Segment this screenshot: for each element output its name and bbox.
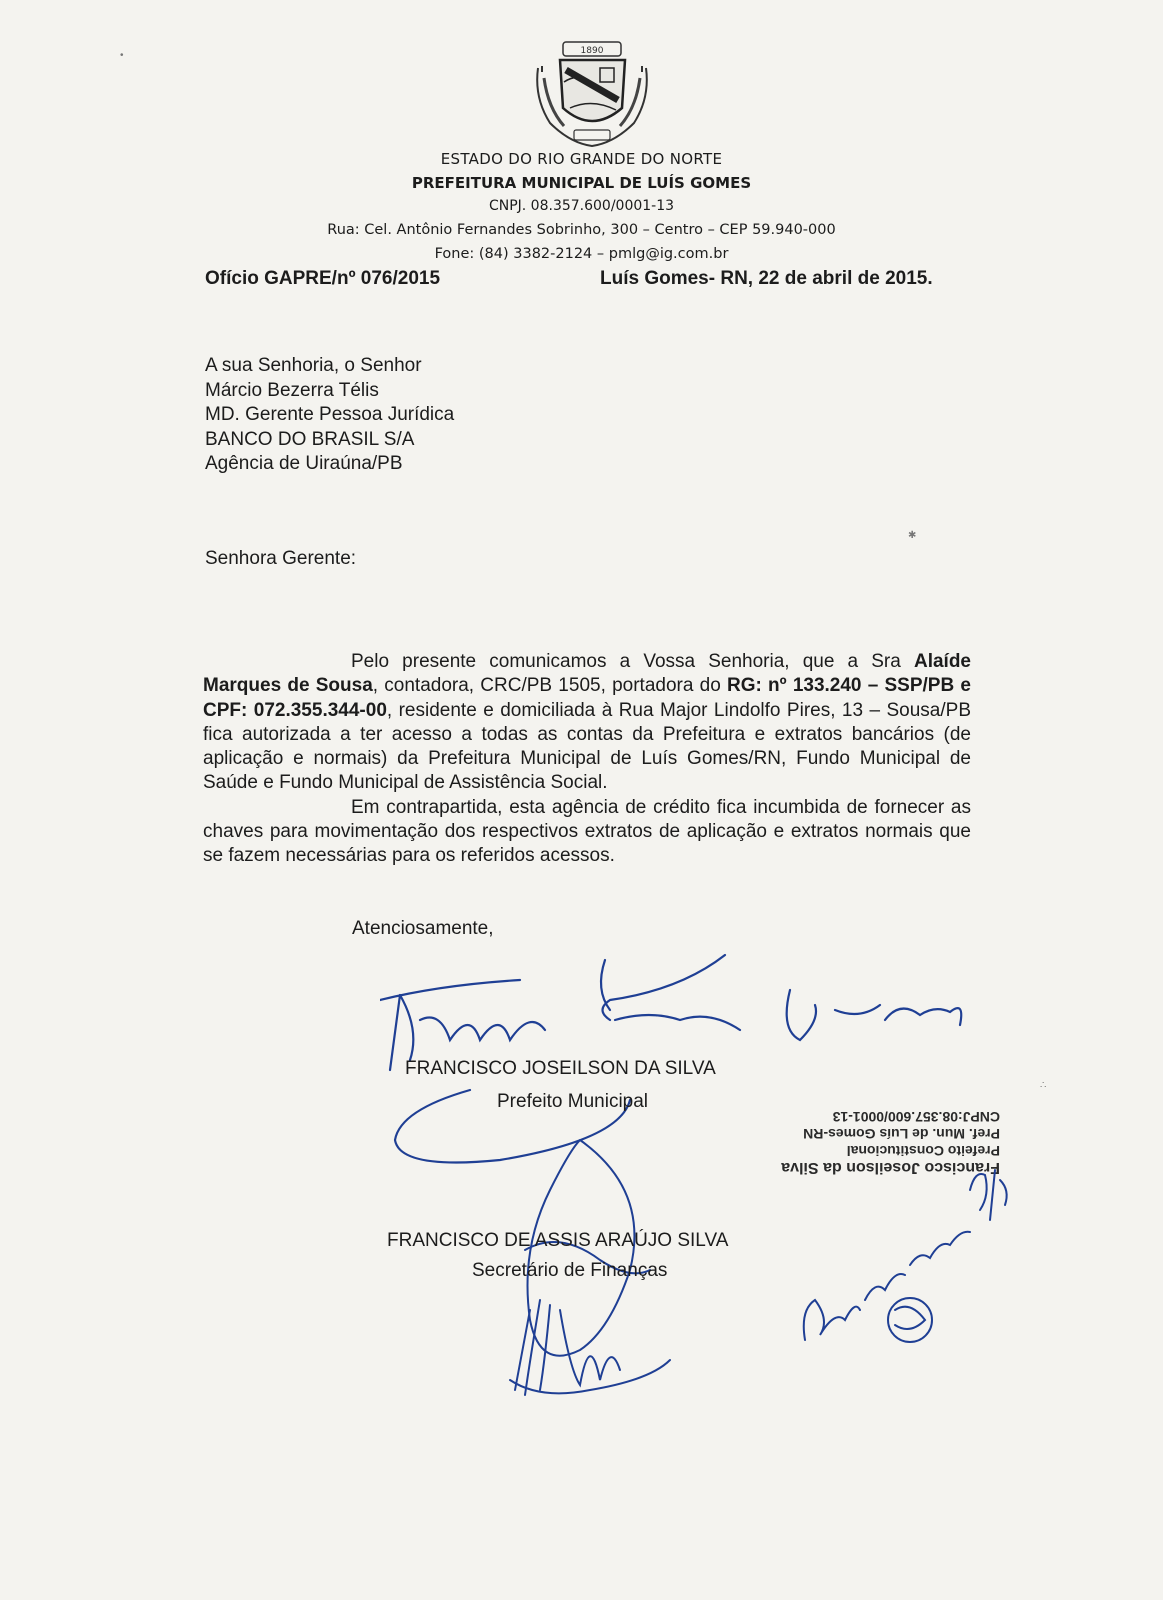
- recipient-line: MD. Gerente Pessoa Jurídica: [205, 404, 455, 425]
- header-cnpj: CNPJ. 08.357.600/0001-13: [488, 198, 675, 214]
- scan-speck: ∴: [1040, 1080, 1047, 1091]
- signatory2-name: FRANCISCO DE ASSIS ARAÚJO SILVA: [387, 1230, 729, 1251]
- identity-documents: RG: nº 133.240 – SSP/PB e CPF: 072.355.344-00: [203, 675, 971, 721]
- crest-year: 1890: [580, 46, 604, 56]
- stamp-line: Francisco Joseilson da Silva: [781, 1159, 1000, 1176]
- recipient-block: [205, 354, 454, 477]
- authorized-person-name: Alaíde Marques de Sousa: [203, 651, 971, 697]
- header-municipality: PREFEITURA MUNICIPAL DE LUÍS GOMES: [411, 174, 752, 192]
- signatory1-role: Prefeito Municipal: [497, 1091, 649, 1112]
- greeting: Senhora Gerente:: [205, 548, 357, 569]
- body-paragraph-1: Pelo presente comunicamos a Vossa Senhoria, que a Sra Alaíde Marques de Sousa, contadora, CRC/PB 1505, portadora do RG: nº 133.240 – SSP/PB e CPF: 072.355.344-00, residente e domiciliada à Rua Major Lindolfo Pires, 13 – Sousa/PB fica autorizada a ter acesso a todas as contas da Prefeitura e extratos bancários (de aplicação e normais) da Prefeitura Municipal de Luís Gomes/RN, Fundo Municipal de Saúde e Fundo Municipal de Assistência Social.: [203, 651, 971, 794]
- header-address: Rua: Cel. Antônio Fernandes Sobrinho, 300 – Centro – CEP 59.940-000: [327, 222, 836, 238]
- recipient-line: A sua Senhoria, o Senhor: [205, 355, 422, 376]
- recipient-line: Agência de Uiraúna/PB: [205, 453, 403, 474]
- handwritten-receipt-note: [800, 1150, 1020, 1350]
- recipient-line: BANCO DO BRASIL S/A: [205, 428, 415, 450]
- scan-speck: •: [120, 50, 124, 61]
- scan-speck: ✱: [908, 530, 917, 541]
- letter-body: [203, 650, 971, 869]
- stamp-line: Prefeito Constitucional: [846, 1143, 1000, 1159]
- signatory2-role: Secretário de Finanças: [472, 1260, 668, 1281]
- recipient-line: Márcio Bezerra Télis: [205, 379, 379, 401]
- municipal-crest-icon: [530, 38, 655, 148]
- header-state: ESTADO DO RIO GRANDE DO NORTE: [440, 150, 723, 168]
- closing: Atenciosamente,: [352, 918, 494, 939]
- letter-reference-number: Ofício GAPRE/nº 076/2015: [205, 268, 441, 289]
- header-contact: Fone: (84) 3382-2124 – pmlg@ig.com.br: [434, 246, 729, 262]
- stamp-line: CNPJ:08.357.600/0001-13: [832, 1109, 1000, 1125]
- stamp-line: Pref. Mun. de Luís Gomes-RN: [803, 1126, 1000, 1142]
- letter-place-date: Luís Gomes- RN, 22 de abril de 2015.: [600, 268, 933, 289]
- body-paragraph-2: Em contrapartida, esta agência de crédito fica incumbida de fornecer as chaves para movimentação dos respectivos extratos de aplicação e extratos normais que se fazem necessárias para os referidos acessos.: [203, 796, 971, 867]
- signatory1-name: FRANCISCO JOSEILSON DA SILVA: [405, 1058, 716, 1079]
